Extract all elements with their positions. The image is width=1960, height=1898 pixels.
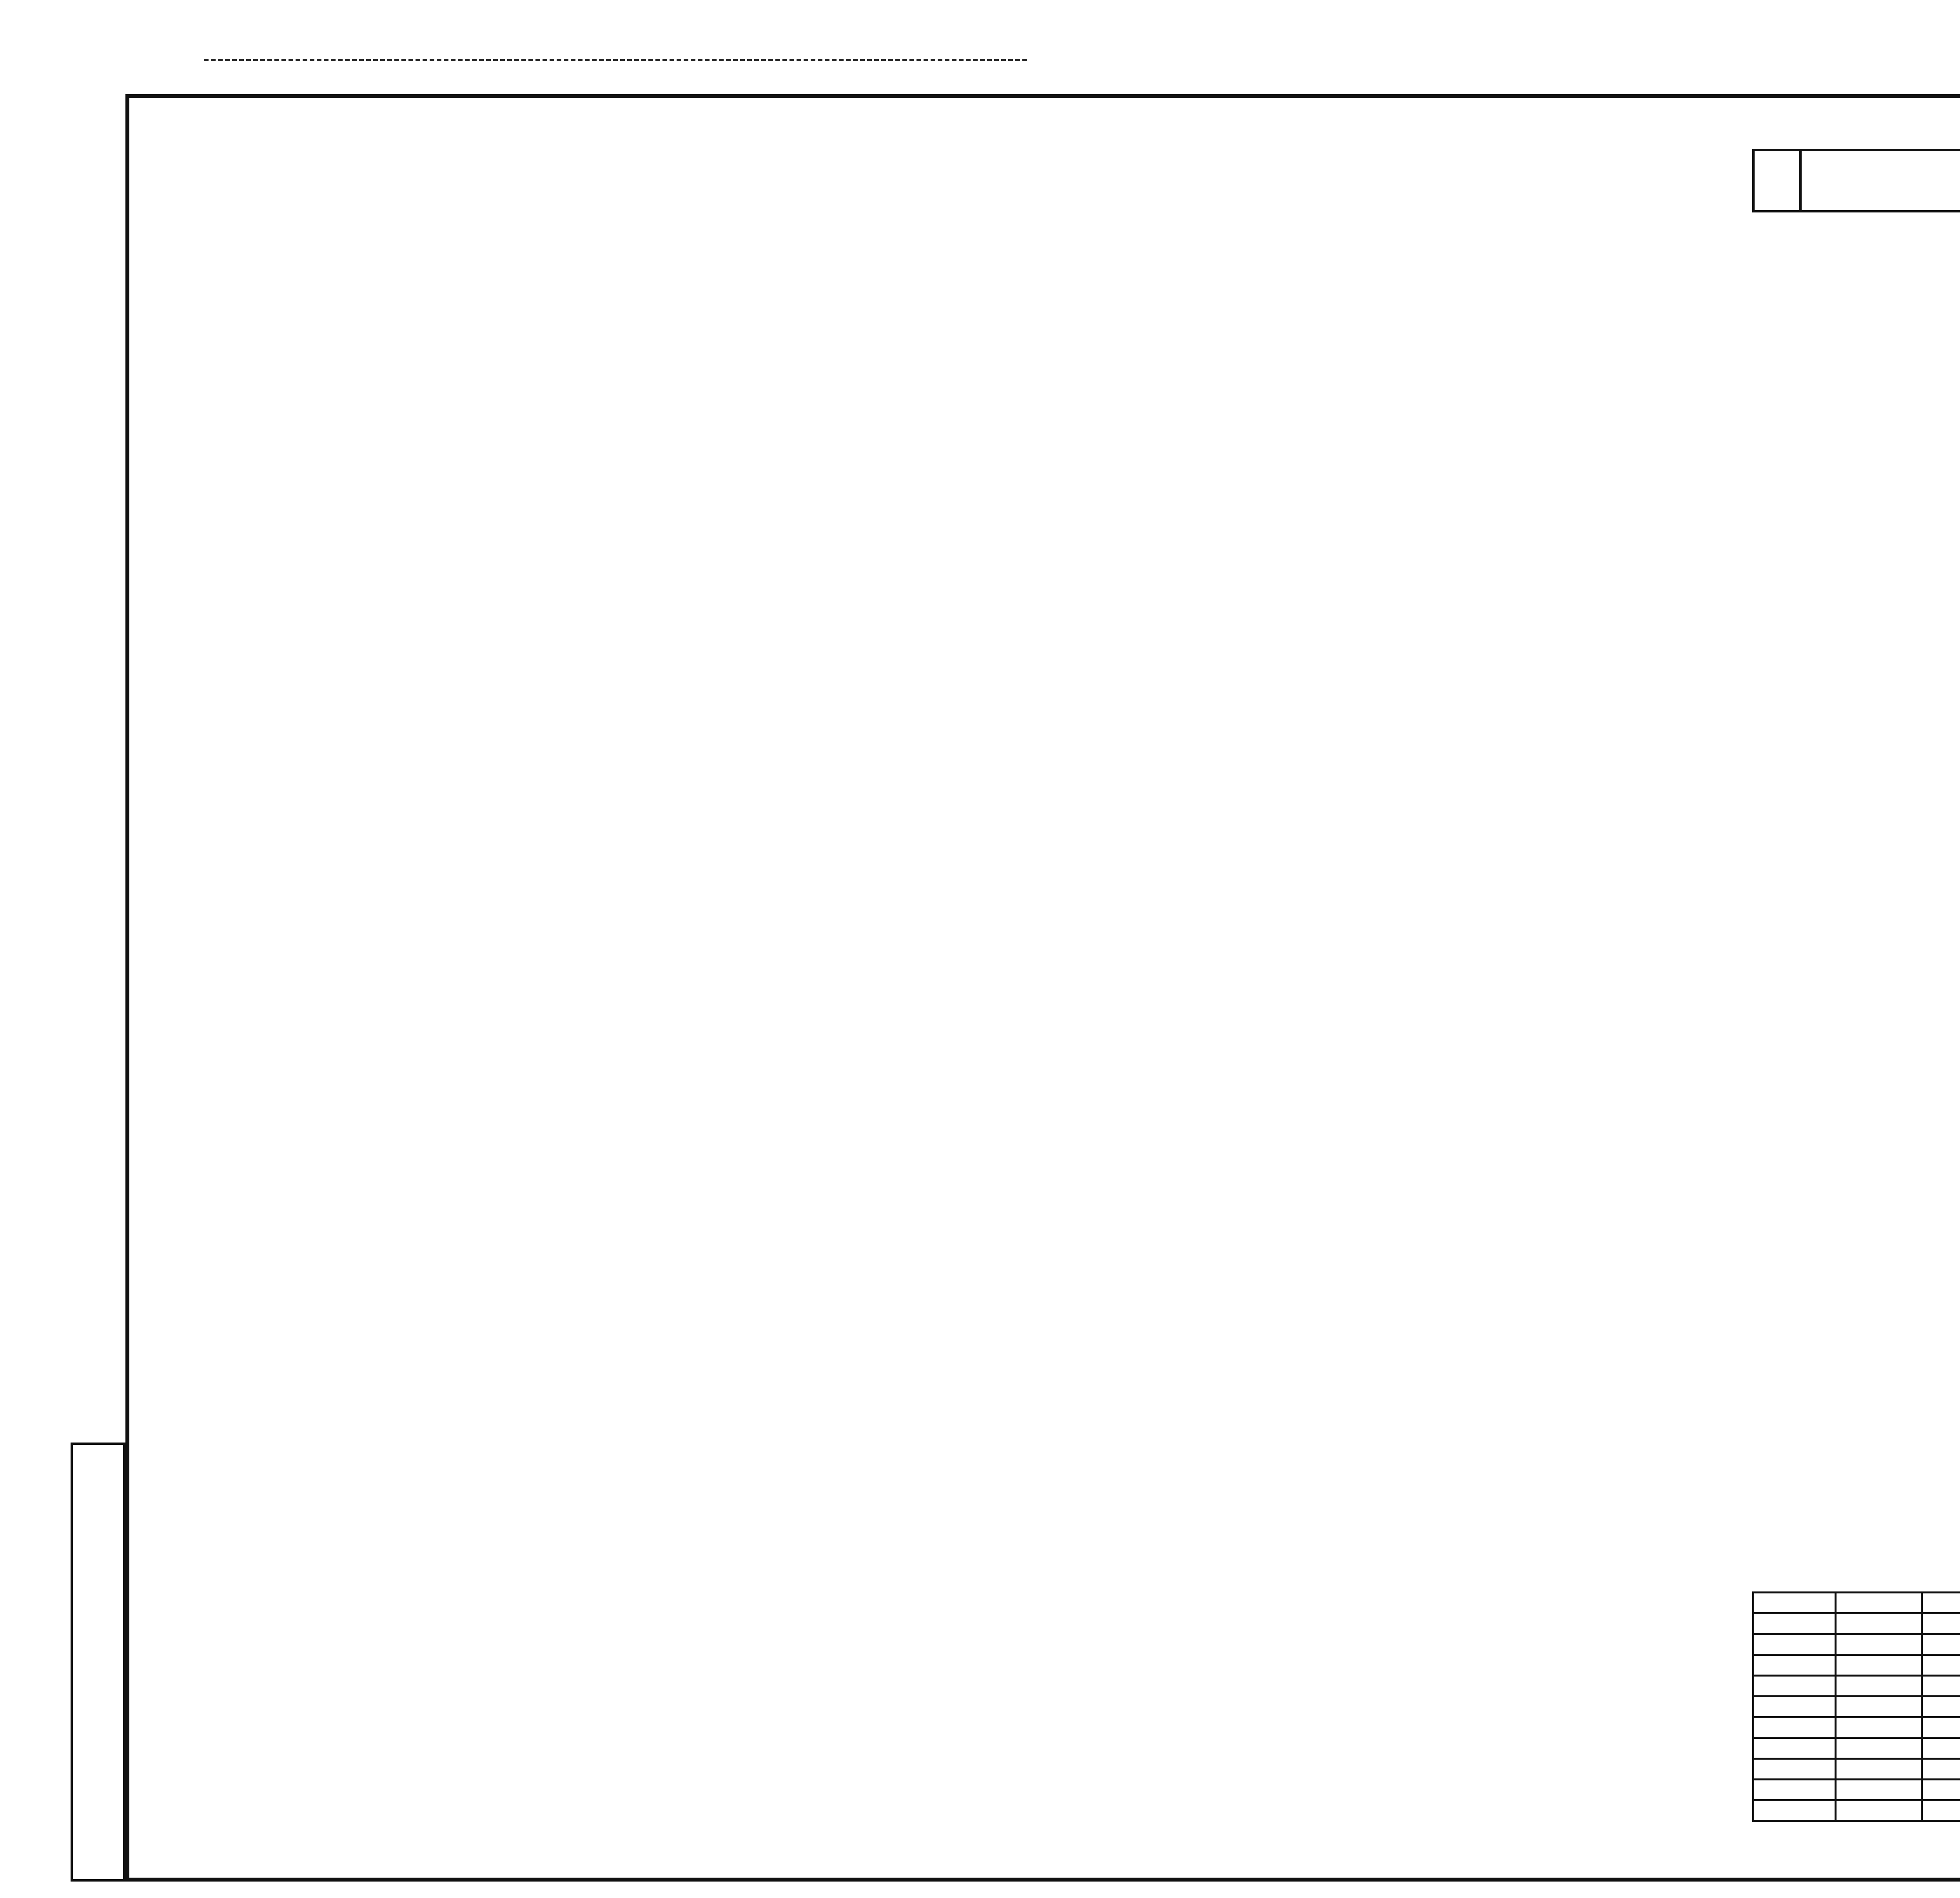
header-pos bbox=[1753, 150, 1800, 211]
tb-role-1 bbox=[1753, 1655, 1836, 1676]
tb-role-4 bbox=[1753, 1717, 1836, 1738]
tb-role-2 bbox=[1753, 1676, 1836, 1697]
tb-name-4 bbox=[1836, 1717, 1922, 1738]
title-block bbox=[1752, 1591, 1960, 1822]
spec-header-row bbox=[1753, 150, 1960, 211]
tb-role-3 bbox=[1753, 1697, 1836, 1717]
tb-name-2 bbox=[1836, 1676, 1922, 1697]
tb-name-1 bbox=[1836, 1655, 1922, 1676]
side-stamp bbox=[71, 1443, 125, 1882]
drawing-frame bbox=[125, 94, 1960, 1882]
spec-table bbox=[1752, 149, 1960, 212]
top-rule bbox=[204, 59, 1027, 61]
tb-name-3 bbox=[1836, 1697, 1922, 1717]
header-designation bbox=[1800, 150, 1960, 211]
